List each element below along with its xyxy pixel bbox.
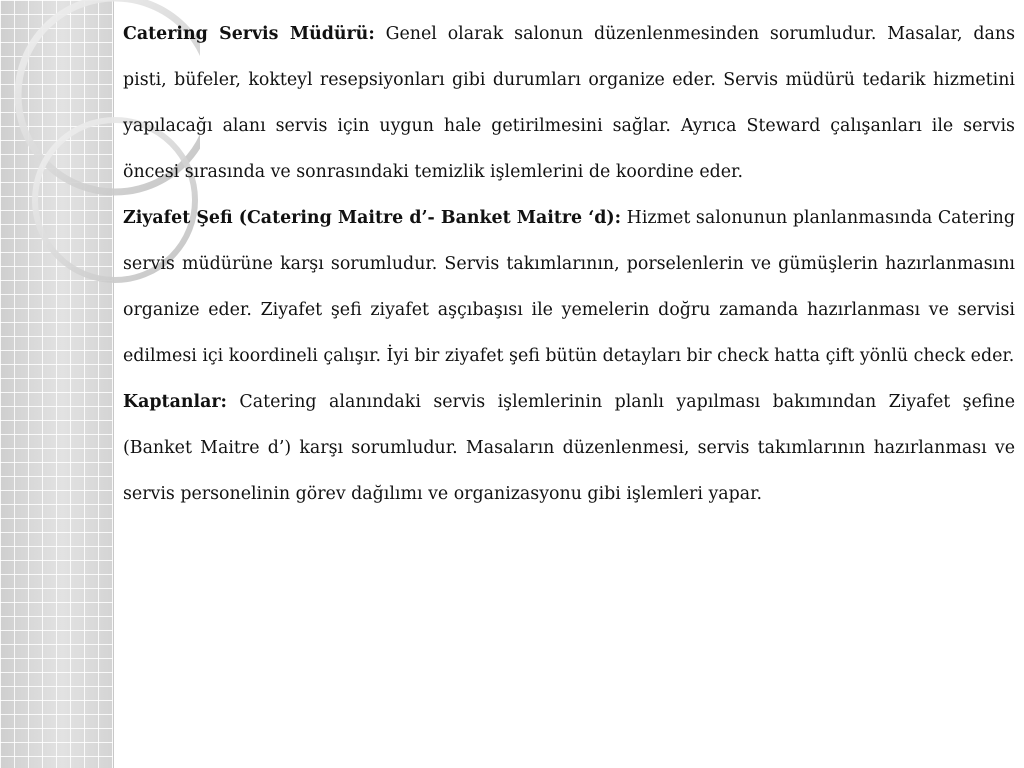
paragraph-kaptanlar [123, 379, 1015, 517]
term-heading: Kaptanlar: [123, 392, 227, 412]
paragraph-text: Genel olarak salonun düzenlenmesinden sorumludur. Masalar, dans pisti, büfeler, kokteyl resepsiyonları gibi durumları organize eder. Servis müdürü tedarik hizmetini yapılacağı alanı servis için uygun hale getirilmesini sağlar. Ayrıca Steward çalışanları ile servis öncesi sırasında ve sonrasındaki temizlik işlemlerini de koordine eder. [123, 24, 1015, 182]
term-heading: Ziyafet Şefi (Catering Maitre d’- Banket Maitre ‘d): [123, 208, 622, 228]
paragraph-catering-servis-muduru [123, 11, 1015, 195]
paragraph-ziyafet-sefi [123, 195, 1015, 379]
term-heading: Catering Servis Müdürü: [123, 24, 375, 44]
slide-body [123, 11, 1015, 517]
paragraph-text: Catering alanındaki servis işlemlerinin planlı yapılması bakımından Ziyafet şefine (Banket Maitre d’) karşı sorumludur. Masaların düzenlenmesi, servis takımlarının hazırlanması ve servis personelinin görev dağılımı ve organizasyonu gibi işlemleri yapar. [123, 392, 1015, 504]
paragraph-text: Hizmet salonunun planlanmasında Catering servis müdürüne karşı sorumludur. Servis takımlarının, porselenlerin ve gümüşlerin hazırlanmasını organize eder. Ziyafet şefi ziyafet aşçıbaşısı ile yemelerin doğru zamanda hazırlanması ve servisi edilmesi içi koordineli çalışır. İyi bir ziyafet şefi bütün detayları bir check hatta çift yönlü check eder. [123, 208, 1015, 366]
